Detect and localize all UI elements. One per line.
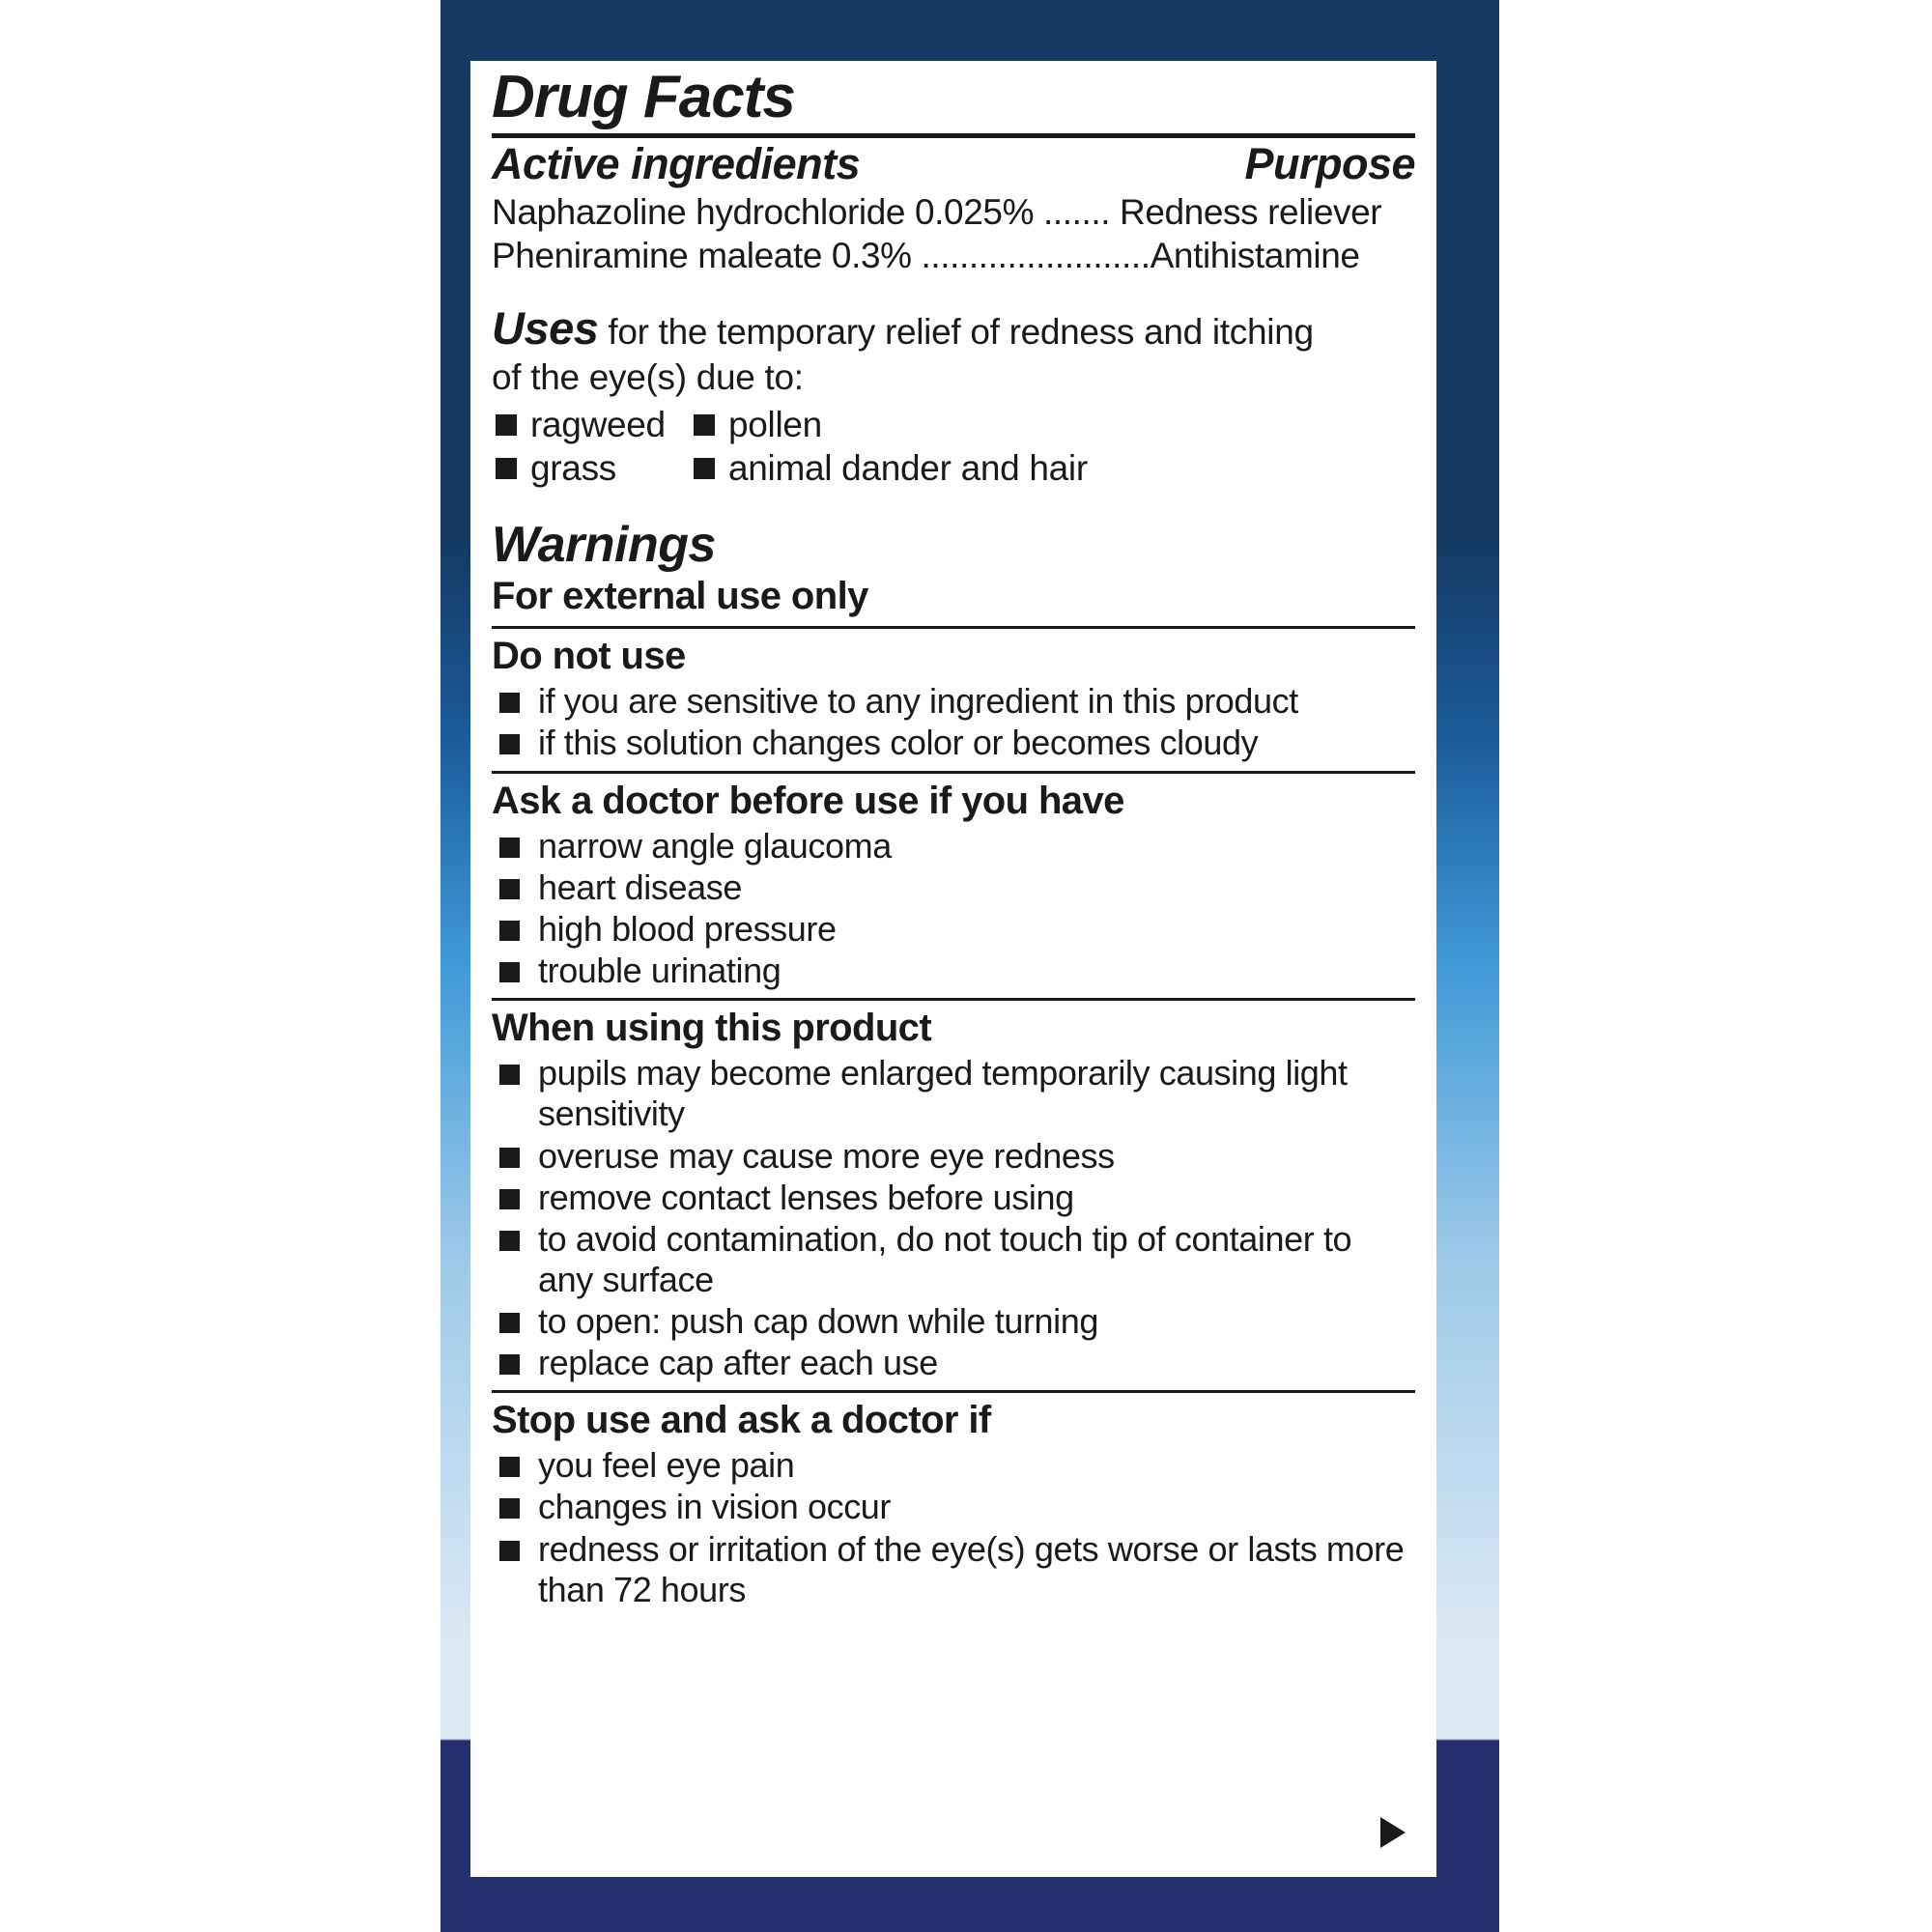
continued-arrow-icon <box>1380 1817 1406 1848</box>
active-ingredients-heading: Active ingredients <box>492 139 861 189</box>
list-item: replace cap after each use <box>492 1343 1415 1383</box>
stop-use-list <box>492 1445 1415 1609</box>
list-item: if this solution changes color or becomes cloudy <box>492 723 1415 763</box>
warnings-rule <box>492 998 1415 1001</box>
active-ingredient-line: Pheniramine maleate 0.3% ........................Antihistamine <box>492 235 1360 275</box>
uses-intro-line2: of the eye(s) due to: <box>492 357 804 398</box>
list-item: pupils may become enlarged temporarily causing light sensitivity <box>492 1053 1415 1134</box>
list-item: pollen <box>690 403 1415 446</box>
warnings-rule <box>492 626 1415 629</box>
drug-facts-card <box>470 61 1436 1877</box>
list-item: to avoid contamination, do not touch tip of container to any surface <box>492 1219 1415 1300</box>
uses-intro-line1: for the temporary relief of redness and itching <box>608 311 1314 352</box>
warnings-block <box>470 518 1436 1610</box>
list-item: high blood pressure <box>492 909 1415 950</box>
warnings-rule <box>492 771 1415 774</box>
do-not-use-heading: Do not use <box>492 635 686 678</box>
list-item: remove contact lenses before using <box>492 1178 1415 1218</box>
list-item: ragweed <box>492 403 690 446</box>
stop-use-heading: Stop use and ask a doctor if <box>492 1399 991 1442</box>
section-divider <box>470 497 1436 510</box>
section-divider <box>470 285 1436 298</box>
active-ingredients-block <box>470 64 1436 285</box>
ask-doctor-heading: Ask a doctor before use if you have <box>492 779 1124 822</box>
list-item: changes in vision occur <box>492 1487 1415 1527</box>
list-item: you feel eye pain <box>492 1445 1415 1486</box>
list-item: heart disease <box>492 867 1415 908</box>
active-ingredient-line: Naphazoline hydrochloride 0.025% ....... Redness reliever <box>492 191 1382 232</box>
right-margin <box>1499 0 1932 1932</box>
title-rule <box>492 133 1415 138</box>
when-using-heading: When using this product <box>492 1007 932 1050</box>
when-using-list <box>492 1053 1415 1383</box>
uses-heading: Uses <box>492 301 599 354</box>
uses-block <box>470 298 1436 497</box>
external-use-heading: For external use only <box>492 574 868 617</box>
warnings-heading: Warnings <box>492 516 716 573</box>
purpose-heading: Purpose <box>1244 139 1415 189</box>
list-item: redness or irritation of the eye(s) gets worse or lasts more than 72 hours <box>492 1529 1415 1610</box>
page-title: Drug Facts <box>492 64 795 130</box>
list-item: if you are sensitive to any ingredient in this product <box>492 681 1415 722</box>
do-not-use-list <box>492 681 1415 763</box>
left-margin <box>0 0 440 1932</box>
list-item: narrow angle glaucoma <box>492 826 1415 867</box>
ingredients-heading-row <box>492 140 1415 188</box>
uses-list <box>492 403 1415 490</box>
list-item: to open: push cap down while turning <box>492 1301 1415 1342</box>
list-item: grass <box>492 446 690 490</box>
warnings-rule <box>492 1390 1415 1393</box>
ask-doctor-list <box>492 826 1415 991</box>
list-item: overuse may cause more eye redness <box>492 1136 1415 1177</box>
list-item: animal dander and hair <box>690 446 1415 490</box>
list-item: trouble urinating <box>492 951 1415 991</box>
uses-intro <box>492 301 1415 355</box>
